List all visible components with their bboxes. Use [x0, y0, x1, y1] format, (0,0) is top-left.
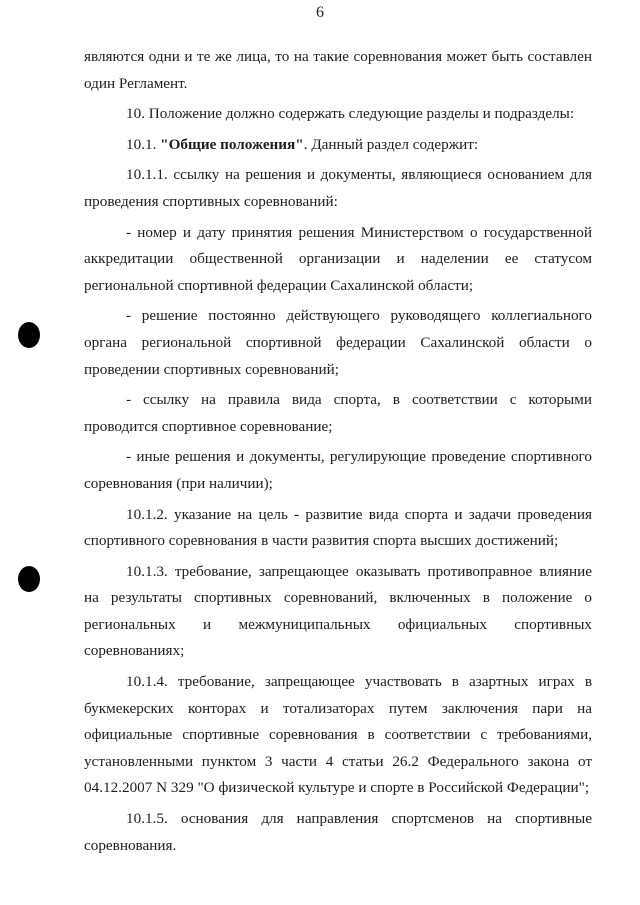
page-number: 6	[316, 4, 324, 21]
list-item: - номер и дату принятия решения Министерством о государственной аккредитации общественной организации и наделении ее статусом региональной спортивной федерации Сахалинской области;	[84, 223, 592, 294]
punch-hole-mark	[18, 566, 40, 592]
paragraph: 10.1.4. требование, запрещающее участвовать в азартных играх в букмекерских конторах и тотализаторах путем заключения пари на официальные спортивные соревнования в соответствии с требованиями, установленными пунктом 3 части 4 статьи 26.2 Федерального закона от 04.12.2007 N 329 "О физической культуре и спорте в Российской Федерации";	[84, 673, 592, 797]
paragraph: 10.1.2. указание на цель - развитие вида спорта и задачи проведения спортивного соревнования в части развития спорта высших достижений;	[84, 505, 592, 550]
paragraph: 10.1.3. требование, запрещающее оказывать противоправное влияние на результаты спортивных соревнований, включенных в положение о региональных и межмуниципальных официальных спортивных соревнованиях;	[84, 562, 592, 660]
paragraph: являются одни и те же лица, то на такие соревнования может быть составлен один Регламент.	[84, 48, 592, 92]
list-item: - иные решения и документы, регулирующие проведение спортивного соревнования (при наличии);	[84, 448, 592, 492]
list-item: - ссылку на правила вида спорта, в соответствии с которыми проводится спортивное соревнование;	[84, 391, 592, 435]
punch-hole-mark	[18, 322, 40, 348]
paragraph: 10.1.1. ссылку на решения и документы, являющиеся основанием для проведения спортивных соревнований:	[84, 166, 592, 210]
paragraph: 10.1.5. основания для направления спортсменов на спортивные соревнования.	[84, 810, 592, 854]
section-title: "Общие положения"	[160, 135, 304, 153]
document-body	[84, 44, 592, 859]
list-item: - решение постоянно действующего руководящего коллегиального органа региональной спортивной федерации Сахалинской области о проведении спортивных соревнований;	[84, 307, 592, 378]
section-heading-paragraph	[84, 132, 592, 159]
section-number: 10.1.	[126, 135, 161, 153]
section-intro: . Данный раздел содержит:	[303, 135, 479, 153]
paragraph: 10. Положение должно содержать следующие разделы и подразделы:	[126, 105, 575, 123]
